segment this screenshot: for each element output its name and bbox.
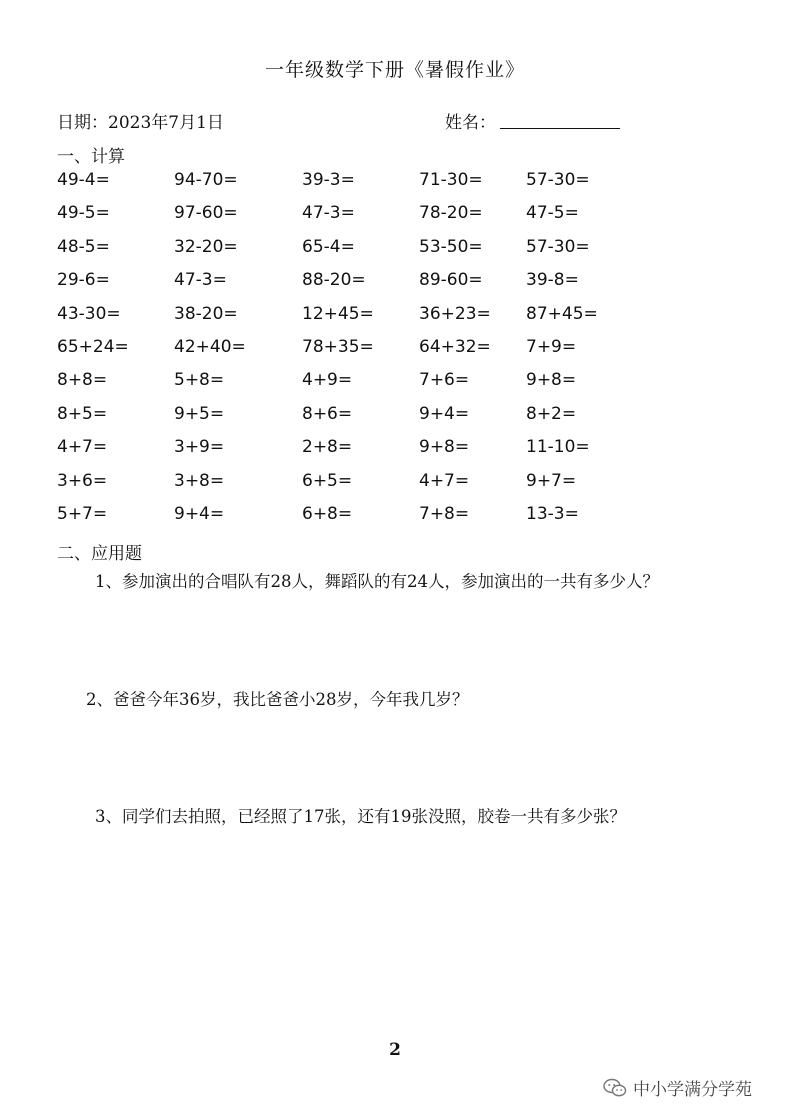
calculation-item: 4+9= — [302, 370, 353, 391]
word-problem-1: 1、参加演出的合唱队有28人，舞蹈队的有24人，参加演出的一共有多少人？ — [95, 572, 659, 591]
calculation-item: 43-30= — [57, 303, 121, 324]
calculation-item: 11-10= — [526, 437, 590, 458]
calculation-item: 7+8= — [419, 503, 470, 524]
section-word-problems-heading: 二、应用题 — [57, 544, 142, 564]
calculation-item: 38-20= — [174, 303, 238, 324]
calculation-item: 4+7= — [57, 437, 108, 458]
calculation-item: 89-60= — [419, 270, 483, 291]
watermark — [603, 1075, 752, 1100]
calculation-item: 13-3= — [526, 503, 579, 524]
calculation-item: 49-4= — [57, 170, 110, 190]
page-title: 一年级数学下册《暑假作业》 — [264, 59, 525, 81]
calculation-item: 12+45= — [302, 303, 374, 324]
calculation-item: 78-20= — [419, 203, 483, 224]
calculation-item: 2+8= — [302, 437, 353, 458]
calculation-item: 5+8= — [174, 370, 225, 391]
calculation-item: 6+8= — [302, 503, 353, 524]
calculation-item: 88-20= — [302, 270, 366, 291]
calculation-item: 7+9= — [526, 336, 577, 357]
calculation-item: 5+7= — [57, 503, 108, 524]
calculation-item: 87+45= — [526, 303, 598, 324]
calculation-item: 39-3= — [302, 170, 355, 190]
calculation-item: 8+8= — [57, 370, 108, 391]
calculation-item: 47-5= — [526, 203, 579, 224]
calculation-item: 29-6= — [57, 270, 110, 291]
calculation-item: 6+5= — [302, 470, 353, 491]
section-calculation-heading: 一、计算 — [57, 147, 125, 167]
calculation-item: 9+4= — [419, 403, 470, 424]
calculation-item: 42+40= — [174, 336, 246, 357]
page-number: 2 — [389, 1040, 401, 1060]
name-label: 姓名： — [445, 113, 496, 133]
wechat-icon — [603, 1078, 627, 1098]
calculation-item: 57-30= — [526, 170, 590, 190]
calculation-item: 36+23= — [419, 303, 491, 324]
calculation-item: 9+7= — [526, 470, 577, 491]
watermark-text: 中小学满分学苑 — [633, 1080, 752, 1100]
calculation-item: 64+32= — [419, 336, 491, 357]
calculation-item: 3+6= — [57, 470, 108, 491]
calculation-item: 53-50= — [419, 236, 483, 257]
calculation-item: 65-4= — [302, 236, 355, 257]
calculation-item: 48-5= — [57, 236, 110, 257]
calculation-item: 65+24= — [57, 336, 129, 357]
calculation-item: 94-70= — [174, 170, 238, 190]
calculation-item: 71-30= — [419, 170, 483, 190]
name-blank-line — [500, 128, 620, 129]
calculation-item: 8+5= — [57, 403, 108, 424]
calculation-item: 49-5= — [57, 203, 110, 224]
calculation-item: 78+35= — [302, 336, 374, 357]
date-text: 日期：2023年7月1日 — [57, 113, 224, 133]
calculation-item: 47-3= — [302, 203, 355, 224]
calculation-item: 3+8= — [174, 470, 225, 491]
word-problem-3: 3、同学们去拍照，已经照了17张，还有19张没照，胶卷一共有多少张？ — [95, 807, 626, 826]
calculation-item: 3+9= — [174, 437, 225, 458]
calculation-item: 7+6= — [419, 370, 470, 391]
calculation-item: 9+8= — [526, 370, 577, 391]
calculation-item: 4+7= — [419, 470, 470, 491]
calculation-item: 97-60= — [174, 203, 238, 224]
calculation-item: 8+6= — [302, 403, 353, 424]
calculation-item: 9+8= — [419, 437, 470, 458]
calculation-item: 57-30= — [526, 236, 590, 257]
calculation-item: 32-20= — [174, 236, 238, 257]
calculation-item: 9+4= — [174, 503, 225, 524]
calculation-item: 39-8= — [526, 270, 579, 291]
calculation-item: 8+2= — [526, 403, 577, 424]
calculation-item: 47-3= — [174, 270, 227, 291]
word-problem-2: 2、爸爸今年36岁，我比爸爸小28岁，今年我几岁？ — [86, 690, 469, 709]
calculation-item: 9+5= — [174, 403, 225, 424]
